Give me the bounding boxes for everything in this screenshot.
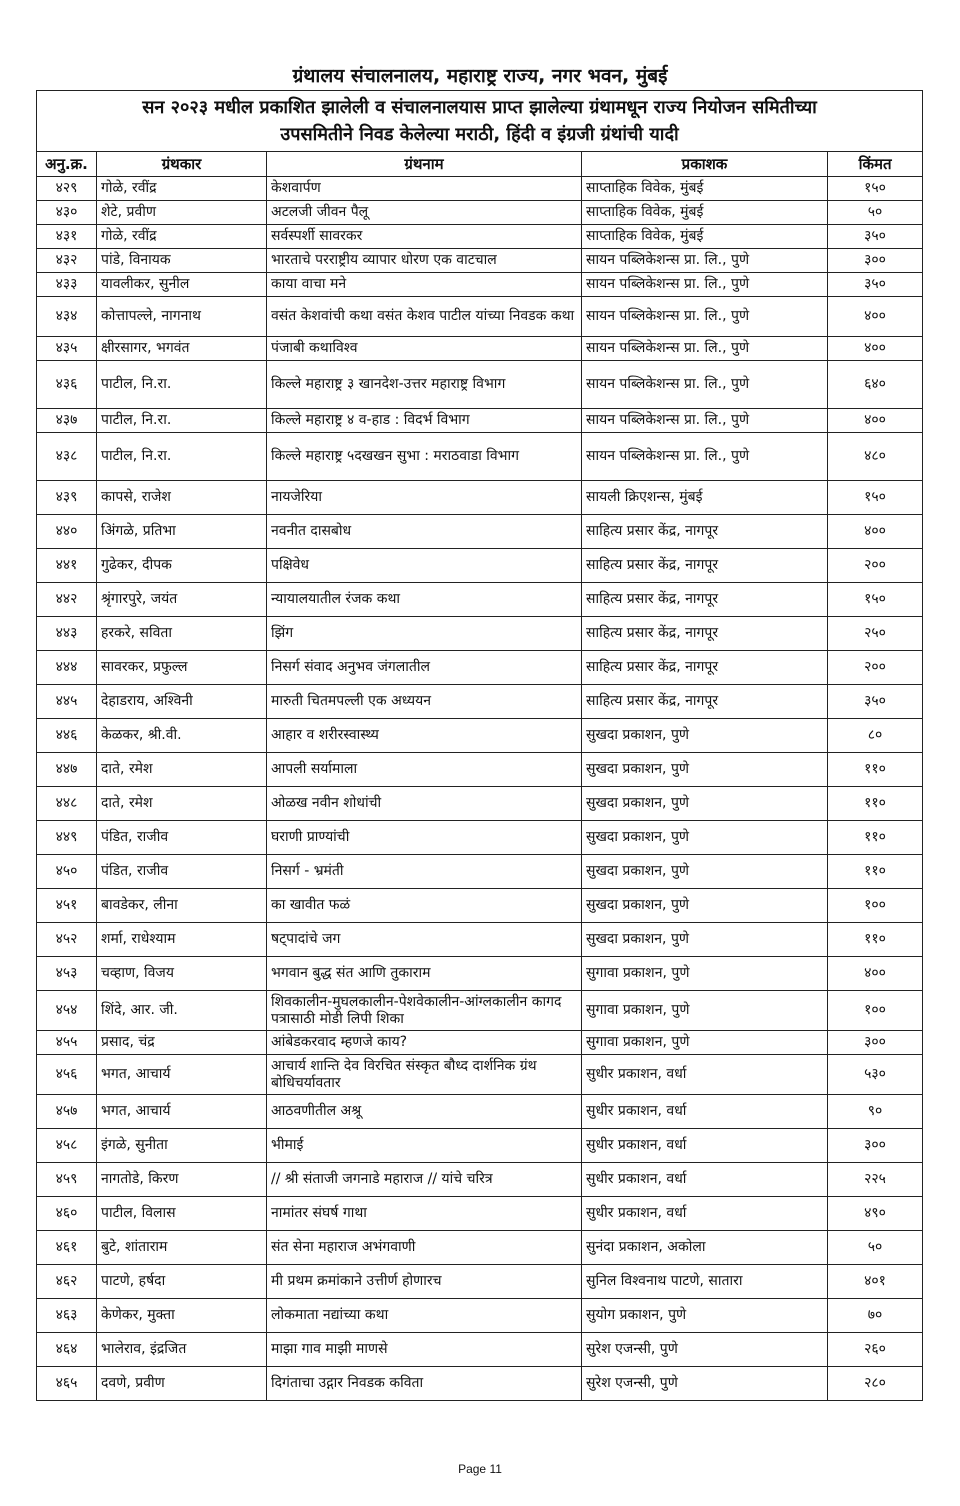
table-row	[37, 1197, 923, 1231]
cell-title: माझा गाव माझी माणसे	[267, 1333, 582, 1367]
cell-publisher: सुयोग प्रकाशन, पुणे	[582, 1299, 828, 1333]
cell-sr: ४३३	[37, 273, 97, 297]
book-rows	[37, 177, 923, 1401]
cell-price: २६०	[828, 1333, 923, 1367]
cell-price: ४८०	[828, 433, 923, 481]
cell-title: आहार व शरीरस्वास्थ्य	[267, 719, 582, 753]
table-row	[37, 583, 923, 617]
cell-publisher: सुरेश एजन्सी, पुणे	[582, 1333, 828, 1367]
cell-sr: ४५२	[37, 923, 97, 957]
cell-author: हरकरे, सविता	[97, 617, 267, 651]
cell-publisher: सुखदा प्रकाशन, पुणे	[582, 923, 828, 957]
cell-publisher: सुनंदा प्रकाशन, अकोला	[582, 1231, 828, 1265]
cell-title: नवनीत दासबोध	[267, 515, 582, 549]
cell-publisher: सुखदा प्रकाशन, पुणे	[582, 889, 828, 923]
cell-author: पाटील, नि.रा.	[97, 361, 267, 409]
cell-title: सर्वस्पर्शी सावरकर	[267, 225, 582, 249]
cell-author: देहाडराय, अश्विनी	[97, 685, 267, 719]
table-row	[37, 337, 923, 361]
cell-publisher: साहित्य प्रसार केंद्र, नागपूर	[582, 549, 828, 583]
cell-publisher: सायन पब्लिकेशन्स प्रा. लि., पुणे	[582, 433, 828, 481]
cell-sr: ४६१	[37, 1231, 97, 1265]
cell-publisher: सुरेश एजन्सी, पुणे	[582, 1367, 828, 1401]
cell-publisher: सुनिल विश्वनाथ पाटणे, सातारा	[582, 1265, 828, 1299]
table-row	[37, 889, 923, 923]
cell-price: २२५	[828, 1163, 923, 1197]
cell-publisher: सुखदा प्रकाशन, पुणे	[582, 821, 828, 855]
cell-author: क्षीरसागर, भगवंत	[97, 337, 267, 361]
cell-price: ५०	[828, 1231, 923, 1265]
cell-title: का खावीत फळं	[267, 889, 582, 923]
cell-sr: ४३६	[37, 361, 97, 409]
cell-title: मी प्रथम क्रमांकाने उत्तीर्ण होणारच	[267, 1265, 582, 1299]
cell-author: केणेकर, मुक्ता	[97, 1299, 267, 1333]
cell-title: मारुती चितमपल्ली एक अध्ययन	[267, 685, 582, 719]
cell-price: १५०	[828, 583, 923, 617]
cell-title: भीमाई	[267, 1129, 582, 1163]
cell-author: प्रसाद, चंद्र	[97, 1031, 267, 1055]
table-row	[37, 361, 923, 409]
cell-publisher: साहित्य प्रसार केंद्र, नागपूर	[582, 685, 828, 719]
cell-price: ११०	[828, 753, 923, 787]
cell-publisher: सायन पब्लिकेशन्स प्रा. लि., पुणे	[582, 337, 828, 361]
cell-publisher: साप्ताहिक विवेक, मुंबई	[582, 225, 828, 249]
cell-price: ११०	[828, 821, 923, 855]
cell-price: २८०	[828, 1367, 923, 1401]
cell-publisher: सायन पब्लिकेशन्स प्रा. लि., पुणे	[582, 249, 828, 273]
cell-author: श्रृंगारपुरे, जयंत	[97, 583, 267, 617]
cell-sr: ४४७	[37, 753, 97, 787]
cell-title: शिवकालीन-मुघलकालीन-पेशवेकालीन-आंग्लकालीन कागद पत्रासाठी मोडी लिपी शिका	[267, 991, 582, 1031]
cell-author: यावलीकर, सुनील	[97, 273, 267, 297]
cell-sr: ४४३	[37, 617, 97, 651]
cell-price: ११०	[828, 787, 923, 821]
column-header-title: ग्रंथनाम	[267, 152, 582, 177]
cell-price: ४००	[828, 337, 923, 361]
cell-title: षट्पादांचे जग	[267, 923, 582, 957]
cell-author: पाटील, नि.रा.	[97, 409, 267, 433]
cell-author: गोळे, रवींद्र	[97, 177, 267, 201]
cell-publisher: सायन पब्लिकेशन्स प्रा. लि., पुणे	[582, 409, 828, 433]
cell-publisher: सुधीर प्रकाशन, वर्धा	[582, 1197, 828, 1231]
cell-author: दाते, रमेश	[97, 787, 267, 821]
table-row	[37, 515, 923, 549]
column-header-publisher: प्रकाशक	[582, 152, 828, 177]
cell-title: अटलजी जीवन पैलू	[267, 201, 582, 225]
table-row	[37, 923, 923, 957]
cell-price: १००	[828, 991, 923, 1031]
cell-title: निसर्ग - भ्रमंती	[267, 855, 582, 889]
cell-sr: ४५०	[37, 855, 97, 889]
cell-sr: ४२९	[37, 177, 97, 201]
cell-sr: ४५३	[37, 957, 97, 991]
cell-author: पांडे, विनायक	[97, 249, 267, 273]
cell-sr: ४५७	[37, 1095, 97, 1129]
cell-price: ११०	[828, 923, 923, 957]
table-row	[37, 719, 923, 753]
table-row	[37, 249, 923, 273]
cell-sr: ४३१	[37, 225, 97, 249]
cell-title: आपली सर्यामाला	[267, 753, 582, 787]
cell-price: ९०	[828, 1095, 923, 1129]
column-header-price: किंमत	[828, 152, 923, 177]
cell-price: ३००	[828, 1031, 923, 1055]
cell-author: दवणे, प्रवीण	[97, 1367, 267, 1401]
cell-author: दाते, रमेश	[97, 753, 267, 787]
table-row	[37, 1299, 923, 1333]
cell-sr: ४३९	[37, 481, 97, 515]
cell-author: शर्मा, राधेश्याम	[97, 923, 267, 957]
cell-sr: ४६४	[37, 1333, 97, 1367]
cell-author: पाटील, नि.रा.	[97, 433, 267, 481]
cell-title: ओळख नवीन शोधांची	[267, 787, 582, 821]
cell-sr: ४५८	[37, 1129, 97, 1163]
cell-publisher: सायन पब्लिकेशन्स प्रा. लि., पुणे	[582, 297, 828, 337]
cell-title: पंजाबी कथाविश्व	[267, 337, 582, 361]
cell-publisher: साहित्य प्रसार केंद्र, नागपूर	[582, 617, 828, 651]
cell-price: ३००	[828, 249, 923, 273]
cell-publisher: साहित्य प्रसार केंद्र, नागपूर	[582, 583, 828, 617]
cell-sr: ४४४	[37, 651, 97, 685]
cell-publisher: साप्ताहिक विवेक, मुंबई	[582, 177, 828, 201]
cell-author: चव्हाण, विजय	[97, 957, 267, 991]
cell-title: // श्री संताजी जगनाडे महाराज // यांचे चरित्र	[267, 1163, 582, 1197]
table-row	[37, 177, 923, 201]
cell-author: गोळे, रवींद्र	[97, 225, 267, 249]
cell-author: इंगळे, सुनीता	[97, 1129, 267, 1163]
cell-price: ४००	[828, 297, 923, 337]
table-row	[37, 225, 923, 249]
cell-author: पाटील, विलास	[97, 1197, 267, 1231]
table-row	[37, 1367, 923, 1401]
cell-author: पंडित, राजीव	[97, 821, 267, 855]
cell-sr: ४४६	[37, 719, 97, 753]
cell-title: काया वाचा मने	[267, 273, 582, 297]
cell-title: भारताचे परराष्ट्रीय व्यापार धोरण एक वाटचाल	[267, 249, 582, 273]
cell-publisher: साहित्य प्रसार केंद्र, नागपूर	[582, 651, 828, 685]
table-row	[37, 481, 923, 515]
cell-price: ५३०	[828, 1055, 923, 1095]
column-header-row	[37, 152, 923, 177]
cell-publisher: सुगावा प्रकाशन, पुणे	[582, 957, 828, 991]
cell-sr: ४६५	[37, 1367, 97, 1401]
document-title: ग्रंथालय संचालनालय, महाराष्ट्र राज्य, नगर भवन, मुंबई	[292, 65, 668, 87]
cell-publisher: साप्ताहिक विवेक, मुंबई	[582, 201, 828, 225]
table-row	[37, 753, 923, 787]
cell-author: कोत्तापल्ले, नागनाथ	[97, 297, 267, 337]
cell-title: पक्षिवेध	[267, 549, 582, 583]
table-row	[37, 685, 923, 719]
cell-author: नागतोडे, किरण	[97, 1163, 267, 1197]
cell-author: भालेराव, इंद्रजित	[97, 1333, 267, 1367]
cell-author: अिंगळे, प्रतिभा	[97, 515, 267, 549]
cell-publisher: सुधीर प्रकाशन, वर्धा	[582, 1129, 828, 1163]
table-row	[37, 1333, 923, 1367]
cell-sr: ४६२	[37, 1265, 97, 1299]
cell-sr: ४५९	[37, 1163, 97, 1197]
table-row	[37, 1095, 923, 1129]
cell-sr: ४५१	[37, 889, 97, 923]
cell-sr: ४५४	[37, 991, 97, 1031]
table-row	[37, 1265, 923, 1299]
cell-price: ११०	[828, 855, 923, 889]
cell-title: किल्ले महाराष्ट्र ५दखखन सुभा : मराठवाडा विभाग	[267, 433, 582, 481]
table-row	[37, 433, 923, 481]
table-row	[37, 1163, 923, 1197]
cell-author: कापसे, राजेश	[97, 481, 267, 515]
cell-publisher: साहित्य प्रसार केंद्र, नागपूर	[582, 515, 828, 549]
cell-author: केळकर, श्री.वी.	[97, 719, 267, 753]
cell-author: बावडेकर, लीना	[97, 889, 267, 923]
cell-author: पंडित, राजीव	[97, 855, 267, 889]
cell-sr: ४३७	[37, 409, 97, 433]
table-row	[37, 855, 923, 889]
table-row	[37, 273, 923, 297]
cell-title: निसर्ग संवाद अनुभव जंगलातील	[267, 651, 582, 685]
cell-price: २००	[828, 549, 923, 583]
cell-price: १००	[828, 889, 923, 923]
list-heading-line-1: सन २०२३ मधील प्रकाशित झालेली व संचालनालयास प्राप्त झालेल्या ग्रंथामधून राज्य नियोजन समितीच्या	[142, 97, 817, 118]
table-row	[37, 787, 923, 821]
table-row	[37, 617, 923, 651]
cell-price: ३००	[828, 1129, 923, 1163]
cell-price: ३५०	[828, 225, 923, 249]
cell-sr: ४३५	[37, 337, 97, 361]
cell-author: भगत, आचार्य	[97, 1095, 267, 1129]
cell-author: सावरकर, प्रफुल्ल	[97, 651, 267, 685]
cell-title: वसंत केशवांची कथा वसंत केशव पाटील यांच्या निवडक कथा	[267, 297, 582, 337]
cell-title: केशवार्पण	[267, 177, 582, 201]
cell-publisher: सुगावा प्रकाशन, पुणे	[582, 991, 828, 1031]
cell-sr: ४३४	[37, 297, 97, 337]
cell-publisher: सुखदा प्रकाशन, पुणे	[582, 719, 828, 753]
cell-publisher: सायली क्रिएशन्स, मुंबई	[582, 481, 828, 515]
cell-title: आचार्य शान्ति देव विरचित संस्कृत बौध्द दार्शनिक ग्रंथ बोधिचर्यावतार	[267, 1055, 582, 1095]
cell-publisher: सुधीर प्रकाशन, वर्धा	[582, 1055, 828, 1095]
table-row	[37, 1055, 923, 1095]
cell-title: आठवणीतील अश्रू	[267, 1095, 582, 1129]
cell-publisher: सायन पब्लिकेशन्स प्रा. लि., पुणे	[582, 361, 828, 409]
cell-publisher: सुखदा प्रकाशन, पुणे	[582, 787, 828, 821]
column-header-author: ग्रंथकार	[97, 152, 267, 177]
cell-price: २५०	[828, 617, 923, 651]
cell-author: शेटे, प्रवीण	[97, 201, 267, 225]
table-row	[37, 549, 923, 583]
cell-publisher: सुगावा प्रकाशन, पुणे	[582, 1031, 828, 1055]
page-number: Page 11	[458, 1462, 502, 1476]
cell-sr: ४३०	[37, 201, 97, 225]
list-heading	[37, 91, 923, 152]
cell-sr: ४४१	[37, 549, 97, 583]
cell-sr: ४४०	[37, 515, 97, 549]
cell-price: ६४०	[828, 361, 923, 409]
cell-price: ७०	[828, 1299, 923, 1333]
list-heading-line-2: उपसमितीने निवड केलेल्या मराठी, हिंदी व इंग्रजी ग्रंथांची यादी	[280, 124, 679, 145]
cell-sr: ४४८	[37, 787, 97, 821]
cell-price: ४००	[828, 957, 923, 991]
table-row	[37, 1129, 923, 1163]
cell-sr: ४६०	[37, 1197, 97, 1231]
table-row	[37, 957, 923, 991]
cell-sr: ४३२	[37, 249, 97, 273]
cell-price: ३५०	[828, 273, 923, 297]
cell-title: दिगंताचा उद्गार निवडक कविता	[267, 1367, 582, 1401]
cell-author: भगत, आचार्य	[97, 1055, 267, 1095]
table-row	[37, 201, 923, 225]
book-list-table	[36, 90, 923, 1401]
column-header-sr: अनु.क्र.	[37, 152, 97, 177]
cell-publisher: सुखदा प्रकाशन, पुणे	[582, 855, 828, 889]
cell-title: झिंग	[267, 617, 582, 651]
cell-price: ४९०	[828, 1197, 923, 1231]
cell-price: ४००	[828, 515, 923, 549]
cell-title: नायजेरिया	[267, 481, 582, 515]
cell-sr: ४५५	[37, 1031, 97, 1055]
table-row	[37, 1231, 923, 1265]
cell-title: आंबेडकरवाद म्हणजे काय?	[267, 1031, 582, 1055]
cell-author: बुटे, शांताराम	[97, 1231, 267, 1265]
cell-author: पाटणे, हर्षदा	[97, 1265, 267, 1299]
cell-publisher: सुधीर प्रकाशन, वर्धा	[582, 1095, 828, 1129]
cell-author: शिंदे, आर. जी.	[97, 991, 267, 1031]
table-row	[37, 991, 923, 1031]
cell-sr: ४३८	[37, 433, 97, 481]
cell-publisher: सुधीर प्रकाशन, वर्धा	[582, 1163, 828, 1197]
cell-sr: ४६३	[37, 1299, 97, 1333]
table-row	[37, 297, 923, 337]
cell-price: ४००	[828, 409, 923, 433]
cell-price: १५०	[828, 481, 923, 515]
cell-price: १५०	[828, 177, 923, 201]
cell-title: लोकमाता नद्यांच्या कथा	[267, 1299, 582, 1333]
cell-price: २००	[828, 651, 923, 685]
cell-title: किल्ले महाराष्ट्र ४ व-हाड : विदर्भ विभाग	[267, 409, 582, 433]
cell-title: नामांतर संघर्ष गाथा	[267, 1197, 582, 1231]
table-row	[37, 651, 923, 685]
cell-sr: ४४९	[37, 821, 97, 855]
cell-price: ३५०	[828, 685, 923, 719]
table-row	[37, 1031, 923, 1055]
cell-sr: ४४२	[37, 583, 97, 617]
cell-sr: ४४५	[37, 685, 97, 719]
cell-title: घराणी प्राण्यांची	[267, 821, 582, 855]
cell-title: भगवान बुद्ध संत आणि तुकाराम	[267, 957, 582, 991]
cell-title: संत सेना महाराज अभंगवाणी	[267, 1231, 582, 1265]
cell-author: गुढेकर, दीपक	[97, 549, 267, 583]
table-row	[37, 409, 923, 433]
cell-price: ८०	[828, 719, 923, 753]
table-row	[37, 821, 923, 855]
cell-title: किल्ले महाराष्ट्र ३ खानदेश-उत्तर महाराष्ट्र विभाग	[267, 361, 582, 409]
cell-title: न्यायालयातील रंजक कथा	[267, 583, 582, 617]
cell-publisher: सायन पब्लिकेशन्स प्रा. लि., पुणे	[582, 273, 828, 297]
cell-publisher: सुखदा प्रकाशन, पुणे	[582, 753, 828, 787]
cell-price: ४०१	[828, 1265, 923, 1299]
cell-sr: ४५६	[37, 1055, 97, 1095]
cell-price: ५०	[828, 201, 923, 225]
